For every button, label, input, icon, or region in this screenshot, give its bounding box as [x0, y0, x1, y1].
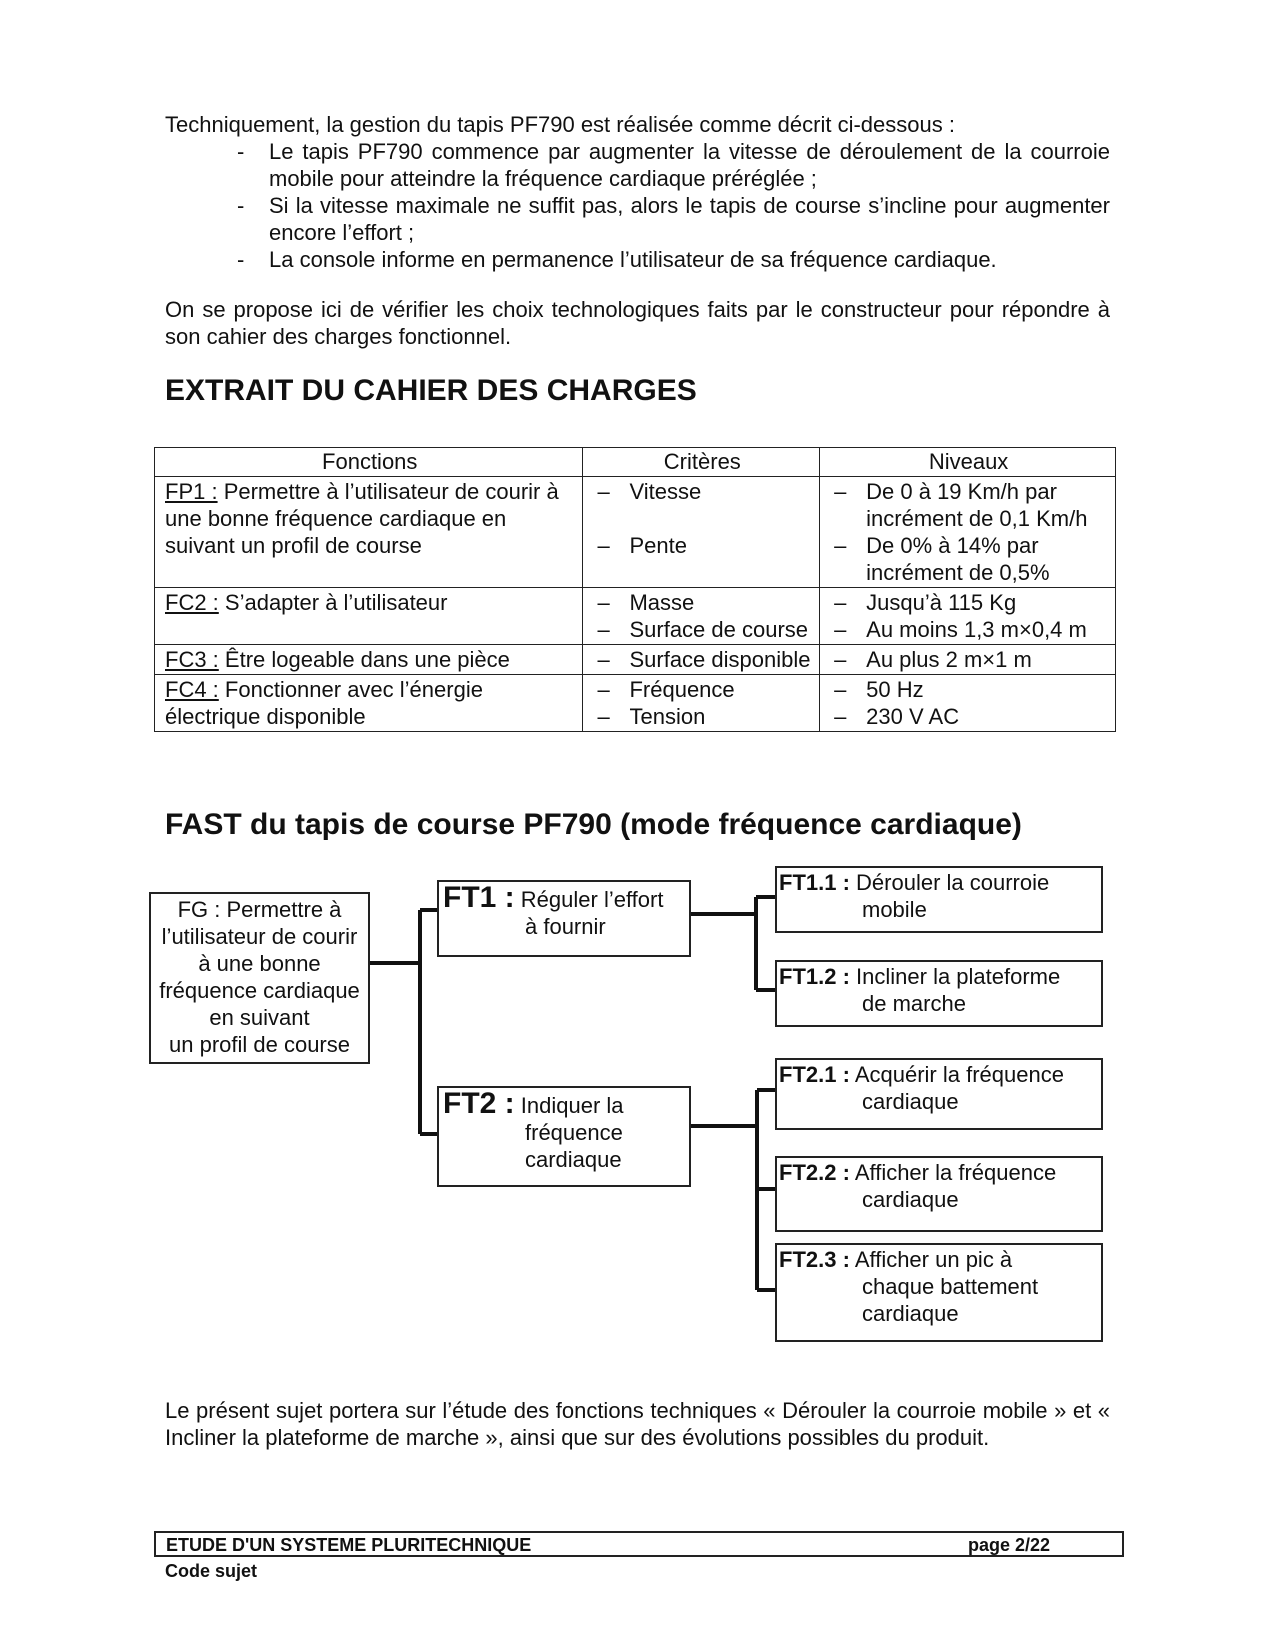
ft11-box: FT1.1 : Dérouler la courroie mobile — [775, 866, 1103, 933]
column-header: Niveaux — [820, 448, 1116, 477]
ft23-box: FT2.3 : Afficher un pic à chaque battement cardiaque — [775, 1243, 1103, 1342]
list-item: - La console informe en permanence l’utilisateur de sa fréquence cardiaque. — [237, 247, 997, 272]
cdc-heading: EXTRAIT DU CAHIER DES CHARGES — [165, 374, 697, 407]
criteria-cell: – Surface disponible — [583, 645, 820, 675]
function-cell: FC2 : S’adapter à l’utilisateur — [155, 588, 583, 645]
list-item: - Si la vitesse maximale ne suffit pas, alors le tapis de course s’incline pour augmenter encore l’effort ; — [237, 193, 1110, 245]
criteria-cell: – Vitesse – Pente — [583, 477, 820, 588]
intro-lead: Techniquement, la gestion du tapis PF790 est réalisée comme décrit ci-dessous : — [165, 112, 955, 137]
list-item: - Le tapis PF790 commence par augmenter la vitesse de déroulement de la courroie mobile pour atteindre la fréquence cardiaque préréglée ; — [237, 139, 1110, 191]
column-header: Fonctions — [155, 448, 583, 477]
function-cell: FP1 : Permettre à l’utilisateur de courir à une bonne fréquence cardiaque en suivant un profil de course — [155, 477, 583, 588]
intro-purpose: On se propose ici de vérifier les choix technologiques faits par le constructeur pour répondre à son cahier des charges fonctionnel. — [165, 297, 1110, 349]
ft12-box: FT1.2 : Incliner la plateforme de marche — [775, 960, 1103, 1027]
footer-title: ETUDE D'UN SYSTEME PLURITECHNIQUE — [166, 1535, 532, 1555]
criteria-cell: – Masse – Surface de course — [583, 588, 820, 645]
levels-cell: – De 0 à 19 Km/h par incrément de 0,1 Km/h – De 0% à 14% par incrément de 0,5% — [820, 477, 1116, 588]
fast-heading: FAST du tapis de course PF790 (mode fréquence cardiaque) — [165, 808, 1022, 841]
page-number: page 2/22 — [968, 1535, 1051, 1555]
ft21-box: FT2.1 : Acquérir la fréquence cardiaque — [775, 1058, 1103, 1130]
levels-cell: – Au plus 2 m×1 m — [820, 645, 1116, 675]
levels-cell: – Jusqu’à 115 Kg – Au moins 1,3 m×0,4 m — [820, 588, 1116, 645]
ft1-box: FT1 : Réguler l’effort à fournir — [437, 880, 691, 957]
fg-box: FG : Permettre à l’utilisateur de courir à une bonne fréquence cardiaque en suivant un profil de course — [149, 892, 370, 1064]
code-sujet: Code sujet — [165, 1561, 258, 1581]
column-header: Critères — [583, 448, 820, 477]
levels-cell: – 50 Hz – 230 V AC — [820, 675, 1116, 732]
criteria-cell: – Fréquence – Tension — [583, 675, 820, 732]
conclusion-paragraph: Le présent sujet portera sur l’étude des fonctions techniques « Dérouler la courroie mobile » et « Incliner la plateforme de marche », ainsi que sur des évolutions possibles du produit. — [165, 1398, 1110, 1450]
ft22-box: FT2.2 : Afficher la fréquence cardiaque — [775, 1156, 1103, 1232]
function-cell: FC4 : Fonctionner avec l’énergie électrique disponible — [155, 675, 583, 732]
function-cell: FC3 : Être logeable dans une pièce — [155, 645, 583, 675]
ft2-box: FT2 : Indiquer la fréquence cardiaque — [437, 1086, 691, 1187]
footer-bar — [154, 1531, 1124, 1557]
